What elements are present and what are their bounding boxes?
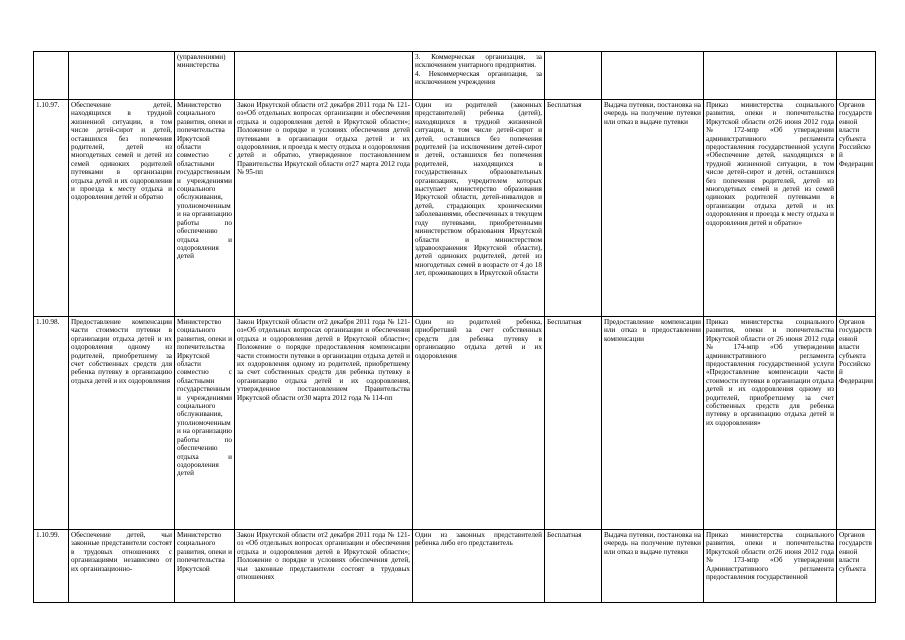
cell-result [602, 52, 704, 100]
cell-regulation: Приказ министерства социального развития, опеки и попечительства Иркутской области от26 июня 2012 года № 173-мпр «Об утверждении Административного регламента предоставления государственной [704, 530, 837, 603]
cell-payment: Бесплатная [545, 530, 602, 603]
cell-number: 1.10.97. [34, 100, 69, 317]
cell-applicants: Один из родителей (законных представителей) ребенка (детей), находящихся в трудной жизненной ситуации, в том числе детей-сирот и детей, оставшихся без попечения родителей (за исключением детей-сирот и детей, оставшихся без попечения родителей, находящихся в государственных образовательных организациях, учредителем которых выступает министерство образования Иркутской области, детей-инвалидов и детей, страдающих хроническими заболеваниями, обеспеченных в текущем году путевками, приобретенными министерством образования Иркутской области и министерством здравоохранения Иркутской области), детей одиноких родителей, детей из многодетных семей в возрасте от 4 до 18 лет, проживающих в Иркутской области [413, 100, 545, 317]
cell-level: Органов государственной власти субъекта Российской Федерации [837, 100, 876, 317]
cell-legal-basis: Закон Иркутской области от2 декабря 2011 года № 121-оз «Об отдельных вопросах организации и обеспечения отдыха и оздоровления детей в Иркутской области»; Положение о порядке и условиях обеспечения детей, чьи законные представители состоят в трудовых отношениях [235, 530, 413, 603]
cell-level: Органов государственной власти субъекта [837, 530, 876, 603]
cell-number [34, 52, 69, 100]
table-row [34, 100, 876, 317]
cell-legal-basis: Закон Иркутской области от2 декабря 2011 года № 121-оз«Об отдельных вопросах организации и обеспечения отдыха и оздоровления детей в Иркутской области»; Положение о порядке и условиях обеспечения детей путевками в организации отдыха детей и их оздоровления, и проезда к месту отдыха и оздоровления детей и обратно, утвержденное постановлением Правительства Иркутской области от27 марта 2012 года № 95-пп [235, 100, 413, 317]
cell-payment: Бесплатная [545, 317, 602, 530]
cell-payment: Бесплатная [545, 100, 602, 317]
cell-legal-basis: Закон Иркутской области от2 декабря 2011 года № 121-оз«Об отдельных вопросах организации и обеспечения отдыха и оздоровления детей в Иркутской области»; Положение о порядке предоставления компенсации части стоимости путевки в организации отдыха детей и их оздоровления одному из родителей, приобретшему за счет собственных средств для ребенка путевку в организацию отдыха детей и их оздоровления, утвержденное постановлением Правительства Иркутской области от30 марта 2012 года № 114-пп [235, 317, 413, 530]
table-row [34, 52, 876, 100]
cell-executor: Министерство социального развития, опеки и попечительства Иркутской области совместно с областными государственными учреждениями социального обслуживания, уполномоченными на организацию работы по обеспечению отдыха и оздоровления детей [175, 100, 235, 317]
cell-number: 1.10.98. [34, 317, 69, 530]
services-table [33, 51, 876, 603]
cell-applicants: Один из законных представителей ребенка либо его представитель [413, 530, 545, 603]
cell-level [837, 52, 876, 100]
cell-legal-basis [235, 52, 413, 100]
cell-service-name [69, 52, 175, 100]
cell-applicants: 3. Коммерческая организация, за исключением унитарного предприятия. 4. Некоммерческая организация, за исключением учреждения [413, 52, 545, 100]
table-row [34, 530, 876, 603]
cell-result: Предоставление компенсации или отказ в предоставлении компенсации [602, 317, 704, 530]
cell-service-name: Обеспечение детей, находящихся в трудной жизненной ситуации, в том числе детей-сирот и детей, оставшихся без попечения родителей, детей из многодетных семей и детей из семей одиноких родителей путевками в организации отдыха детей и их оздоровления и проезда к месту отдыха и оздоровления детей и обратно [69, 100, 175, 317]
cell-number: 1.10.99. [34, 530, 69, 603]
cell-executor: Министерство социального развития, опеки и попечительства Иркутской [175, 530, 235, 603]
cell-executor: Министерство социального развития, опеки и попечительства Иркутской области совместно с областными государственными учреждениями социального обслуживания, уполномоченными на организацию работы по обеспечению отдыха и оздоровления детей [175, 317, 235, 530]
cell-applicants: Один из родителей ребенка, приобретший за счет собственных средств для ребенка путевку в организацию отдыха детей и их оздоровления [413, 317, 545, 530]
cell-regulation: Приказ министерства социального развития, опеки и попечительства Иркутской области от 26 июня 2012 года № 174-мпр «Об утверждении административного регламента предоставления государственной услуги «Предоставление компенсации части стоимости путевки в организации отдыха детей и их оздоровления одному из родителей, приобретшему за счет собственных средств для ребенка путевку в организацию отдыха детей и их оздоровления» [704, 317, 837, 530]
cell-regulation: Приказ министерства социального развития, опеки и попечительства Иркутской области от26 июня 2012 года № 172-мпр «Об утверждении административного регламента предоставления государственной услуги «Обеспечение детей, находящихся в трудной жизненной ситуации, в том числе детей-сирот и детей, оставшихся без попечения родителей, детей из многодетных семей и детей из семей одиноких родителей путевками в организации отдыха детей и их оздоровления и проезда к месту отдыха и оздоровления детей и обратно» [704, 100, 837, 317]
cell-result: Выдача путевки, постановка на очередь на получение путевки или отказ в выдаче путевки [602, 530, 704, 603]
cell-level: Органов государственной власти субъекта Российской Федерации [837, 317, 876, 530]
table-row [34, 317, 876, 530]
cell-service-name: Предоставление компенсации части стоимости путевки в организации отдыха детей и их оздоровления одному из родителей, приобретшему за счет собственных средств для ребенка путевку в организацию отдыха детей и их оздоровления [69, 317, 175, 530]
cell-result: Выдача путевки, постановка на очередь на получение путевки или отказ в выдаче путевки [602, 100, 704, 317]
cell-payment [545, 52, 602, 100]
cell-executor: (управлениями) министерства [175, 52, 235, 100]
cell-regulation [704, 52, 837, 100]
cell-service-name: Обеспечение детей, чьи законные представители состоят в трудовых отношениях с организациями независимо от их организационно- [69, 530, 175, 603]
